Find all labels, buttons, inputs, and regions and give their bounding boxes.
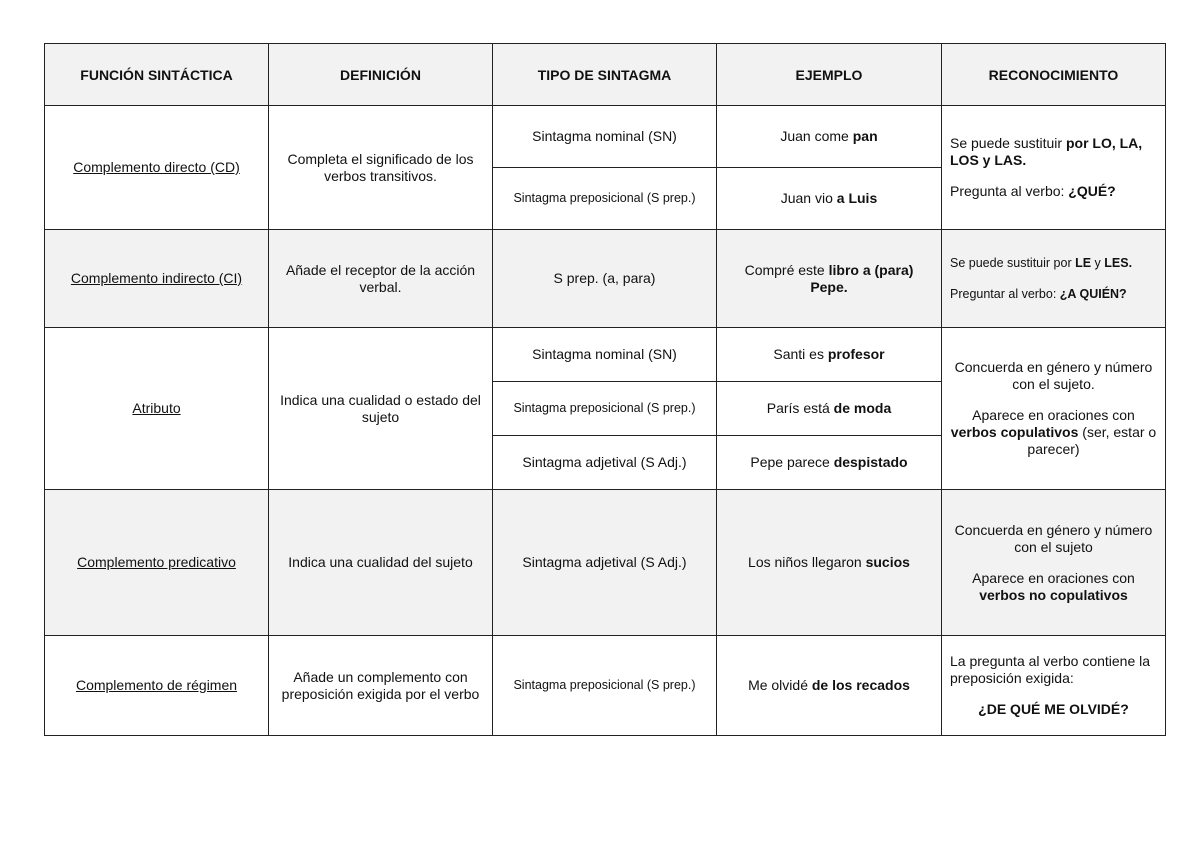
table-row-cd-1 bbox=[45, 106, 1166, 168]
syntax-functions-table bbox=[44, 43, 1166, 736]
cell-funcion-cr: Complemento de régimen bbox=[45, 636, 269, 736]
cell-funcion-cp: Complemento predicativo bbox=[45, 490, 269, 636]
cell-tipo-atr-sadj: Sintagma adjetival (S Adj.) bbox=[493, 436, 717, 490]
cell-tipo-atr-sn: Sintagma nominal (SN) bbox=[493, 328, 717, 382]
cell-ejemplo-atr-3: Pepe parece despistado bbox=[717, 436, 942, 490]
rec-atr-line2: Aparece en oraciones con verbos copulativos (ser, estar o parecer) bbox=[950, 407, 1157, 457]
header-funcion: FUNCIÓN SINTÁCTICA bbox=[45, 44, 269, 106]
header-definicion: DEFINICIÓN bbox=[269, 44, 493, 106]
rec-cr-line2: ¿DE QUÉ ME OLVIDÉ? bbox=[978, 701, 1129, 717]
rec-cr-line1: La pregunta al verbo contiene la preposición exigida: bbox=[950, 653, 1151, 686]
cell-ejemplo-ci: Compré este libro a (para) Pepe. bbox=[717, 230, 942, 328]
rec-cd-line2: Pregunta al verbo: ¿QUÉ? bbox=[950, 183, 1116, 199]
rec-atr-line1: Concuerda en género y número con el sujeto. bbox=[954, 359, 1153, 392]
cell-ejemplo-cr: Me olvidé de los recados bbox=[717, 636, 942, 736]
table-row-atr-1 bbox=[45, 328, 1166, 382]
cell-rec-ci bbox=[942, 230, 1166, 328]
rec-ci-line2: Preguntar al verbo: ¿A QUIÉN? bbox=[950, 286, 1127, 301]
cell-tipo-ci: S prep. (a, para) bbox=[493, 230, 717, 328]
header-tipo: TIPO DE SINTAGMA bbox=[493, 44, 717, 106]
rec-cp-line2: Aparece en oraciones con verbos no copulativos bbox=[972, 569, 1135, 603]
cell-ejemplo-cp: Los niños llegaron sucios bbox=[717, 490, 942, 636]
header-reconocimiento: RECONOCIMIENTO bbox=[942, 44, 1166, 106]
rec-cp-line1: Concuerda en género y número con el sujeto bbox=[954, 521, 1153, 555]
cell-ejemplo-cd-1: Juan come pan bbox=[717, 106, 942, 168]
table-row-cp bbox=[45, 490, 1166, 636]
cell-rec-cd bbox=[942, 106, 1166, 230]
cell-tipo-cr: Sintagma preposicional (S prep.) bbox=[493, 636, 717, 736]
cell-funcion-cd: Complemento directo (CD) bbox=[45, 106, 269, 230]
cell-tipo-cd-sprep: Sintagma preposicional (S prep.) bbox=[493, 168, 717, 230]
cell-definicion-ci: Añade el receptor de la acción verbal. bbox=[269, 230, 493, 328]
cell-ejemplo-atr-2: París está de moda bbox=[717, 382, 942, 436]
cell-tipo-cd-sn: Sintagma nominal (SN) bbox=[493, 106, 717, 168]
cell-rec-cp bbox=[942, 490, 1166, 636]
cell-rec-atr bbox=[942, 328, 1166, 490]
cell-funcion-atr: Atributo bbox=[45, 328, 269, 490]
cell-ejemplo-cd-2: Juan vio a Luis bbox=[717, 168, 942, 230]
cell-definicion-cd: Completa el significado de los verbos transitivos. bbox=[269, 106, 493, 230]
table-row-ci bbox=[45, 230, 1166, 328]
cell-definicion-atr: Indica una cualidad o estado del sujeto bbox=[269, 328, 493, 490]
header-ejemplo: EJEMPLO bbox=[717, 44, 942, 106]
header-row bbox=[45, 44, 1166, 106]
cell-rec-cr bbox=[942, 636, 1166, 736]
rec-cd-line1: Se puede sustituir por LO, LA, LOS y LAS. bbox=[950, 135, 1143, 168]
cell-definicion-cp: Indica una cualidad del sujeto bbox=[269, 490, 493, 636]
cell-tipo-atr-sprep: Sintagma preposicional (S prep.) bbox=[493, 382, 717, 436]
cell-funcion-ci: Complemento indirecto (CI) bbox=[45, 230, 269, 328]
table-row-cr bbox=[45, 636, 1166, 736]
cell-ejemplo-atr-1: Santi es profesor bbox=[717, 328, 942, 382]
cell-definicion-cr: Añade un complemento con preposición exigida por el verbo bbox=[269, 636, 493, 736]
cell-tipo-cp: Sintagma adjetival (S Adj.) bbox=[493, 490, 717, 636]
rec-ci-line1: Se puede sustituir por LE y LES. bbox=[950, 255, 1133, 270]
